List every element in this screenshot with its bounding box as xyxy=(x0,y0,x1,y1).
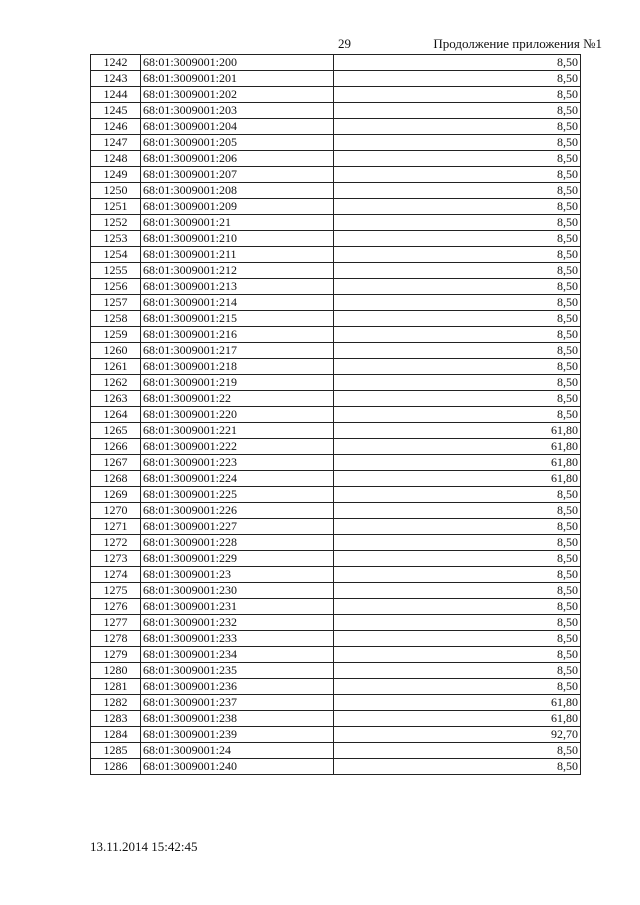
row-number-cell: 1260 xyxy=(91,343,141,359)
row-number-cell: 1269 xyxy=(91,487,141,503)
table-row xyxy=(91,503,581,519)
row-number-cell: 1284 xyxy=(91,727,141,743)
value-cell: 8,50 xyxy=(334,199,581,215)
table-row xyxy=(91,247,581,263)
value-cell: 61,80 xyxy=(334,471,581,487)
cadastral-number-cell: 68:01:3009001:232 xyxy=(141,615,334,631)
value-cell: 8,50 xyxy=(334,295,581,311)
value-cell: 8,50 xyxy=(334,567,581,583)
value-cell: 8,50 xyxy=(334,247,581,263)
table-row xyxy=(91,279,581,295)
row-number-cell: 1286 xyxy=(91,759,141,775)
cadastral-number-cell: 68:01:3009001:201 xyxy=(141,71,334,87)
cadastral-number-cell: 68:01:3009001:229 xyxy=(141,551,334,567)
value-cell: 8,50 xyxy=(334,487,581,503)
row-number-cell: 1242 xyxy=(91,55,141,71)
value-cell: 8,50 xyxy=(334,103,581,119)
cadastral-number-cell: 68:01:3009001:221 xyxy=(141,423,334,439)
row-number-cell: 1266 xyxy=(91,439,141,455)
table-row xyxy=(91,487,581,503)
row-number-cell: 1264 xyxy=(91,407,141,423)
value-cell: 8,50 xyxy=(334,647,581,663)
value-cell: 8,50 xyxy=(334,599,581,615)
cadastral-number-cell: 68:01:3009001:237 xyxy=(141,695,334,711)
cadastral-number-cell: 68:01:3009001:208 xyxy=(141,183,334,199)
table-row xyxy=(91,135,581,151)
row-number-cell: 1279 xyxy=(91,647,141,663)
table-row xyxy=(91,695,581,711)
row-number-cell: 1263 xyxy=(91,391,141,407)
table-row xyxy=(91,599,581,615)
cadastral-number-cell: 68:01:3009001:210 xyxy=(141,231,334,247)
cadastral-number-cell: 68:01:3009001:23 xyxy=(141,567,334,583)
row-number-cell: 1273 xyxy=(91,551,141,567)
value-cell: 8,50 xyxy=(334,87,581,103)
value-cell: 8,50 xyxy=(334,503,581,519)
row-number-cell: 1254 xyxy=(91,247,141,263)
row-number-cell: 1268 xyxy=(91,471,141,487)
cadastral-number-cell: 68:01:3009001:238 xyxy=(141,711,334,727)
row-number-cell: 1244 xyxy=(91,87,141,103)
table-row xyxy=(91,439,581,455)
table-row xyxy=(91,519,581,535)
row-number-cell: 1248 xyxy=(91,151,141,167)
table-row xyxy=(91,631,581,647)
cadastral-number-cell: 68:01:3009001:235 xyxy=(141,663,334,679)
table-row xyxy=(91,455,581,471)
value-cell: 8,50 xyxy=(334,55,581,71)
row-number-cell: 1278 xyxy=(91,631,141,647)
cadastral-number-cell: 68:01:3009001:240 xyxy=(141,759,334,775)
row-number-cell: 1282 xyxy=(91,695,141,711)
row-number-cell: 1245 xyxy=(91,103,141,119)
cadastral-number-cell: 68:01:3009001:212 xyxy=(141,263,334,279)
row-number-cell: 1280 xyxy=(91,663,141,679)
table-row xyxy=(91,55,581,71)
row-number-cell: 1246 xyxy=(91,119,141,135)
appendix-continuation-note: Продолжение приложения №1 xyxy=(433,36,602,51)
cadastral-number-cell: 68:01:3009001:24 xyxy=(141,743,334,759)
value-cell: 8,50 xyxy=(334,551,581,567)
cadastral-number-cell: 68:01:3009001:207 xyxy=(141,167,334,183)
value-cell: 8,50 xyxy=(334,327,581,343)
cadastral-number-cell: 68:01:3009001:227 xyxy=(141,519,334,535)
table-row xyxy=(91,615,581,631)
cadastral-number-cell: 68:01:3009001:211 xyxy=(141,247,334,263)
cadastral-number-cell: 68:01:3009001:204 xyxy=(141,119,334,135)
value-cell: 61,80 xyxy=(334,455,581,471)
table-row xyxy=(91,215,581,231)
value-cell: 8,50 xyxy=(334,759,581,775)
table-row xyxy=(91,183,581,199)
row-number-cell: 1253 xyxy=(91,231,141,247)
value-cell: 8,50 xyxy=(334,135,581,151)
value-cell: 8,50 xyxy=(334,71,581,87)
value-cell: 8,50 xyxy=(334,631,581,647)
value-cell: 8,50 xyxy=(334,407,581,423)
cadastral-number-cell: 68:01:3009001:215 xyxy=(141,311,334,327)
table-row xyxy=(91,263,581,279)
cadastral-number-cell: 68:01:3009001:206 xyxy=(141,151,334,167)
value-cell: 8,50 xyxy=(334,151,581,167)
cadastral-number-cell: 68:01:3009001:22 xyxy=(141,391,334,407)
table-row xyxy=(91,311,581,327)
table-row xyxy=(91,647,581,663)
cadastral-number-cell: 68:01:3009001:225 xyxy=(141,487,334,503)
row-number-cell: 1274 xyxy=(91,567,141,583)
cadastral-number-cell: 68:01:3009001:218 xyxy=(141,359,334,375)
cadastral-number-cell: 68:01:3009001:213 xyxy=(141,279,334,295)
row-number-cell: 1261 xyxy=(91,359,141,375)
table-row xyxy=(91,759,581,775)
value-cell: 8,50 xyxy=(334,167,581,183)
value-cell: 8,50 xyxy=(334,359,581,375)
value-cell: 8,50 xyxy=(334,263,581,279)
row-number-cell: 1255 xyxy=(91,263,141,279)
table-row xyxy=(91,151,581,167)
cadastral-number-cell: 68:01:3009001:220 xyxy=(141,407,334,423)
table-row xyxy=(91,407,581,423)
value-cell: 8,50 xyxy=(334,679,581,695)
cadastral-number-cell: 68:01:3009001:224 xyxy=(141,471,334,487)
table-row xyxy=(91,583,581,599)
cadastral-number-cell: 68:01:3009001:234 xyxy=(141,647,334,663)
cadastral-number-cell: 68:01:3009001:205 xyxy=(141,135,334,151)
table-row xyxy=(91,535,581,551)
cadastral-number-cell: 68:01:3009001:239 xyxy=(141,727,334,743)
row-number-cell: 1277 xyxy=(91,615,141,631)
table-row xyxy=(91,343,581,359)
value-cell: 61,80 xyxy=(334,695,581,711)
table-row xyxy=(91,199,581,215)
cadastral-number-cell: 68:01:3009001:202 xyxy=(141,87,334,103)
row-number-cell: 1272 xyxy=(91,535,141,551)
value-cell: 8,50 xyxy=(334,119,581,135)
row-number-cell: 1267 xyxy=(91,455,141,471)
row-number-cell: 1258 xyxy=(91,311,141,327)
table-row xyxy=(91,231,581,247)
table-row xyxy=(91,727,581,743)
cadastral-number-cell: 68:01:3009001:200 xyxy=(141,55,334,71)
value-cell: 8,50 xyxy=(334,231,581,247)
row-number-cell: 1270 xyxy=(91,503,141,519)
table-row xyxy=(91,119,581,135)
cadastral-table-body xyxy=(91,55,581,775)
cadastral-number-cell: 68:01:3009001:231 xyxy=(141,599,334,615)
value-cell: 8,50 xyxy=(334,391,581,407)
cadastral-table xyxy=(90,54,581,775)
value-cell: 92,70 xyxy=(334,727,581,743)
row-number-cell: 1283 xyxy=(91,711,141,727)
value-cell: 8,50 xyxy=(334,743,581,759)
row-number-cell: 1275 xyxy=(91,583,141,599)
value-cell: 8,50 xyxy=(334,375,581,391)
table-row xyxy=(91,103,581,119)
row-number-cell: 1243 xyxy=(91,71,141,87)
row-number-cell: 1276 xyxy=(91,599,141,615)
value-cell: 8,50 xyxy=(334,215,581,231)
value-cell: 8,50 xyxy=(334,615,581,631)
table-row xyxy=(91,679,581,695)
value-cell: 61,80 xyxy=(334,711,581,727)
table-row xyxy=(91,471,581,487)
table-row xyxy=(91,71,581,87)
table-row xyxy=(91,711,581,727)
cadastral-number-cell: 68:01:3009001:233 xyxy=(141,631,334,647)
print-timestamp: 13.11.2014 15:42:45 xyxy=(90,839,198,854)
cadastral-number-cell: 68:01:3009001:21 xyxy=(141,215,334,231)
table-row xyxy=(91,391,581,407)
row-number-cell: 1262 xyxy=(91,375,141,391)
table-row xyxy=(91,327,581,343)
cadastral-number-cell: 68:01:3009001:209 xyxy=(141,199,334,215)
page-number: 29 xyxy=(338,36,351,51)
cadastral-number-cell: 68:01:3009001:214 xyxy=(141,295,334,311)
value-cell: 8,50 xyxy=(334,583,581,599)
cadastral-number-cell: 68:01:3009001:226 xyxy=(141,503,334,519)
row-number-cell: 1285 xyxy=(91,743,141,759)
cadastral-number-cell: 68:01:3009001:217 xyxy=(141,343,334,359)
cadastral-number-cell: 68:01:3009001:216 xyxy=(141,327,334,343)
table-row xyxy=(91,167,581,183)
value-cell: 8,50 xyxy=(334,519,581,535)
table-row xyxy=(91,423,581,439)
table-row xyxy=(91,295,581,311)
table-row xyxy=(91,567,581,583)
value-cell: 8,50 xyxy=(334,279,581,295)
cadastral-number-cell: 68:01:3009001:219 xyxy=(141,375,334,391)
value-cell: 61,80 xyxy=(334,439,581,455)
table-row xyxy=(91,663,581,679)
cadastral-number-cell: 68:01:3009001:230 xyxy=(141,583,334,599)
value-cell: 8,50 xyxy=(334,343,581,359)
cadastral-number-cell: 68:01:3009001:236 xyxy=(141,679,334,695)
row-number-cell: 1256 xyxy=(91,279,141,295)
table-row xyxy=(91,743,581,759)
value-cell: 8,50 xyxy=(334,183,581,199)
row-number-cell: 1271 xyxy=(91,519,141,535)
row-number-cell: 1249 xyxy=(91,167,141,183)
table-row xyxy=(91,375,581,391)
cadastral-number-cell: 68:01:3009001:228 xyxy=(141,535,334,551)
value-cell: 8,50 xyxy=(334,311,581,327)
row-number-cell: 1252 xyxy=(91,215,141,231)
table-row xyxy=(91,87,581,103)
table-row xyxy=(91,359,581,375)
row-number-cell: 1250 xyxy=(91,183,141,199)
table-row xyxy=(91,551,581,567)
row-number-cell: 1251 xyxy=(91,199,141,215)
value-cell: 61,80 xyxy=(334,423,581,439)
row-number-cell: 1247 xyxy=(91,135,141,151)
page-header xyxy=(0,36,640,52)
cadastral-number-cell: 68:01:3009001:223 xyxy=(141,455,334,471)
row-number-cell: 1265 xyxy=(91,423,141,439)
row-number-cell: 1281 xyxy=(91,679,141,695)
value-cell: 8,50 xyxy=(334,535,581,551)
value-cell: 8,50 xyxy=(334,663,581,679)
cadastral-number-cell: 68:01:3009001:203 xyxy=(141,103,334,119)
row-number-cell: 1257 xyxy=(91,295,141,311)
cadastral-number-cell: 68:01:3009001:222 xyxy=(141,439,334,455)
row-number-cell: 1259 xyxy=(91,327,141,343)
